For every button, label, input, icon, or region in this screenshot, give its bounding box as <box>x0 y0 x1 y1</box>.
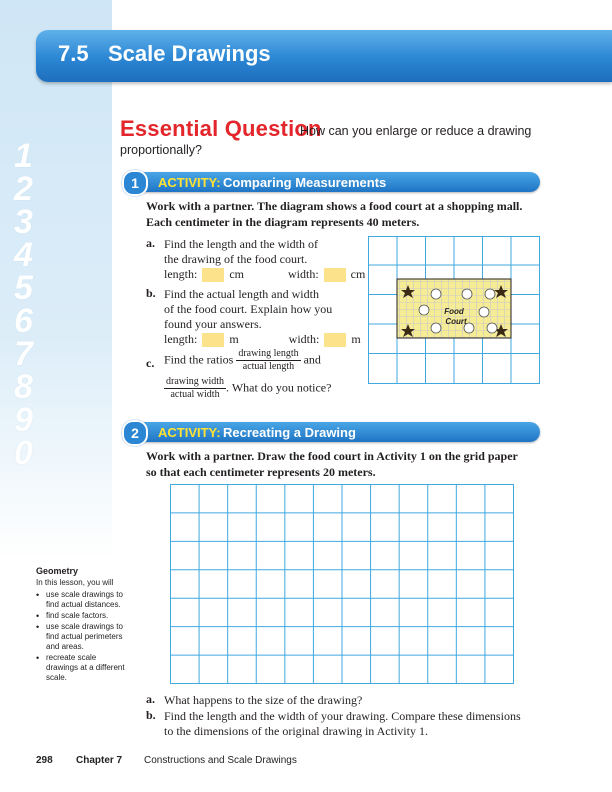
food-court-diagram <box>368 236 540 384</box>
ratio-length-numerator: drawing length <box>238 348 299 359</box>
activity2-b-text: Find the length and the width of your drawing. Compare these dimensions <box>164 709 521 723</box>
ratio-width-numerator: drawing width <box>166 376 225 387</box>
sidebar-objective: • find scale factors. <box>36 611 128 621</box>
table-icon <box>431 323 441 333</box>
activity1-c-text-cont <box>164 376 331 401</box>
activity1-a-label: a. <box>146 236 155 250</box>
margin-digit: 6 <box>14 302 33 340</box>
margin-digits <box>14 137 64 472</box>
essential-question-text: How can you enlarge or reduce a drawing <box>300 124 532 138</box>
diagram-label-cont: Court <box>445 317 467 326</box>
ratio-suffix: . What do you notice? <box>226 380 332 395</box>
ratio-length-denominator: actual length <box>242 361 295 372</box>
table-icon <box>485 289 495 299</box>
width-answer-box[interactable] <box>324 268 346 282</box>
activity2-b-text-cont: to the dimensions of the original drawing in Activity 1. <box>164 724 428 738</box>
length-answer-box[interactable] <box>202 333 224 347</box>
activity1-b-answers <box>164 331 361 347</box>
activity1-a-text-cont: the drawing of the food court. <box>164 252 308 266</box>
activity2-b-label: b. <box>146 708 156 722</box>
margin-digit: 3 <box>14 203 33 241</box>
sidebar-objective: • use scale drawings to find actual distances. <box>36 590 128 610</box>
page-number: 298 <box>36 755 53 766</box>
activity1-c-label: c. <box>146 356 155 370</box>
margin-digit: 8 <box>14 368 33 406</box>
ratio-width <box>164 376 226 401</box>
margin-digit: 4 <box>14 236 33 274</box>
margin-digit: 0 <box>14 434 33 472</box>
activity2-title: Recreating a Drawing <box>223 425 356 440</box>
width-unit: cm <box>350 267 366 281</box>
length-label: length: <box>164 332 198 346</box>
length-label: length: <box>164 267 198 281</box>
table-icon <box>419 305 429 315</box>
margin-digit: 2 <box>14 170 33 208</box>
activity1-intro: Work with a partner. The diagram shows a food court at a shopping mall. <box>146 199 523 213</box>
activity2-number: 2 <box>122 420 148 446</box>
sidebar-intro: In this lesson, you will <box>36 578 114 587</box>
sidebar-objectives <box>36 590 128 684</box>
activity2-a-text: What happens to the size of the drawing? <box>164 693 363 707</box>
length-unit: m <box>229 332 239 346</box>
section-title: Scale Drawings <box>108 41 271 66</box>
footer-title: Constructions and Scale Drawings <box>144 755 297 766</box>
activity1-intro-cont: Each centimeter in the diagram represents 40 meters. <box>146 215 420 229</box>
sidebar-title: Geometry <box>36 566 79 576</box>
activity1-title: Comparing Measurements <box>223 175 387 190</box>
margin-digit: 5 <box>14 269 33 307</box>
ratio-prefix: Find the ratios <box>164 352 234 367</box>
sidebar-objective: • recreate scale drawings at a different scale. <box>36 653 128 683</box>
activity1-a-answers <box>164 266 365 282</box>
margin-digit: 7 <box>14 335 33 373</box>
width-label: width: <box>288 267 319 281</box>
essential-question-label: Essential Question <box>120 116 322 141</box>
activity2-a-label: a. <box>146 692 155 706</box>
activity1-c-text <box>164 348 321 373</box>
activity2-intro: Work with a partner. Draw the food court in Activity 1 on the grid paper <box>146 449 518 463</box>
ratio-length <box>236 348 300 373</box>
section-number: 7.5 <box>58 41 89 66</box>
ratio-width-denominator: actual width <box>170 389 220 400</box>
ratio-and: and <box>303 352 321 367</box>
table-icon <box>431 289 441 299</box>
table-icon <box>462 289 472 299</box>
activity2-word: ACTIVITY: <box>158 425 221 440</box>
activity1-word: ACTIVITY: <box>158 175 221 190</box>
margin-digit: 9 <box>14 401 33 439</box>
margin-digit: 1 <box>14 137 33 175</box>
grid-paper[interactable] <box>170 484 514 684</box>
table-icon <box>479 307 489 317</box>
length-answer-box[interactable] <box>202 268 224 282</box>
activity1-number: 1 <box>122 170 148 196</box>
width-unit: m <box>351 332 361 346</box>
diagram-label: Food <box>444 307 464 316</box>
activity1-b-text: Find the actual length and width <box>164 287 319 301</box>
length-unit: cm <box>229 267 244 281</box>
activity1-b-label: b. <box>146 286 156 300</box>
essential-question-text-cont: proportionally? <box>120 143 202 157</box>
table-icon <box>487 323 497 333</box>
width-label: width: <box>288 332 320 346</box>
width-answer-box[interactable] <box>324 333 346 347</box>
activity2-intro-cont: so that each centimeter represents 20 meters. <box>146 465 376 479</box>
activity1-b-text-cont2: found your answers. <box>164 317 262 331</box>
footer-chapter: Chapter 7 <box>76 755 123 766</box>
activity1-b-text-cont: of the food court. Explain how you <box>164 302 333 316</box>
activity1-a-text: Find the length and the width of <box>164 237 318 251</box>
sidebar-objective: • use scale drawings to find actual perimeters and areas. <box>36 622 128 652</box>
